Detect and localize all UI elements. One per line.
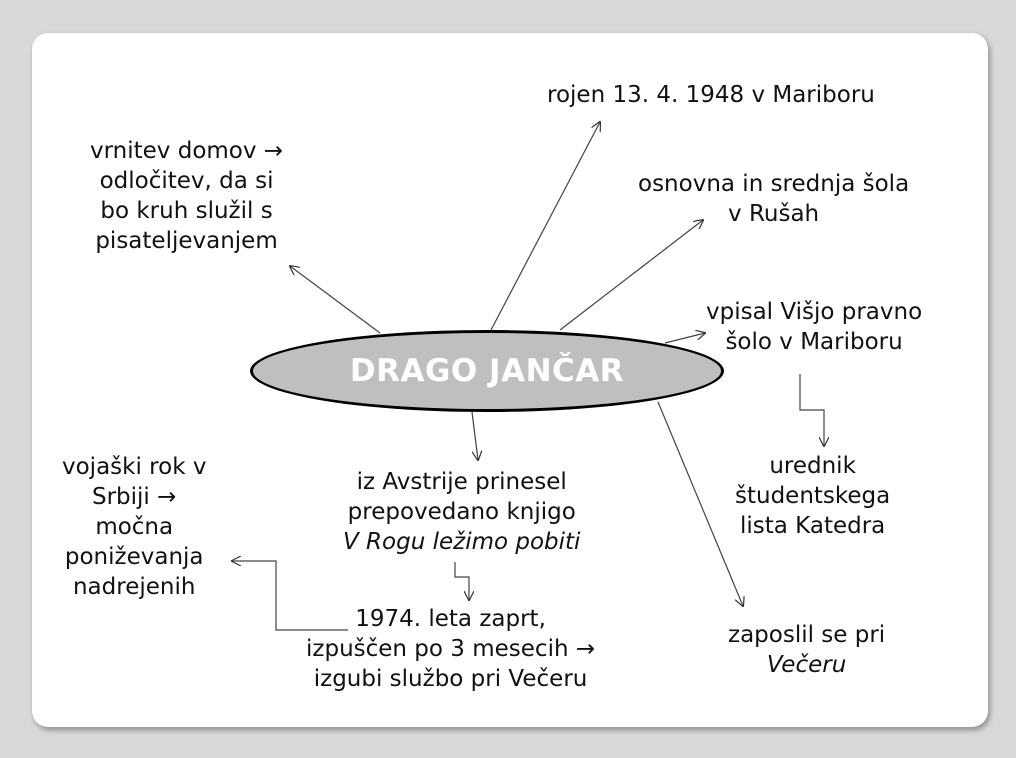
node-military-line: poniževanja	[64, 544, 204, 570]
node-prison-line: 1974. leta zaprt,	[355, 606, 546, 632]
node-return-line: odločitev, da si	[99, 168, 274, 194]
node-prison-line: izpuščen po 3 mesecih →	[306, 636, 596, 662]
arrow-book-to-prison	[455, 562, 469, 600]
node-editor-line: urednik	[769, 453, 856, 479]
arrow-to-employed	[658, 402, 743, 606]
node-book-italic: V Rogu ležimo pobiti	[343, 529, 581, 555]
node-born	[547, 80, 875, 110]
arrow-to-school	[560, 220, 703, 330]
node-prison	[306, 604, 595, 694]
node-military-line: vojaški rok v	[62, 454, 207, 480]
arrow-to-born	[491, 122, 600, 330]
node-editor	[735, 451, 890, 541]
node-book-line: prepovedano knjigo	[347, 499, 576, 525]
node-study-line: vpisal Višjo pravno	[706, 299, 923, 325]
node-book-line: iz Avstrije prinesel	[356, 469, 567, 495]
arrow-to-return	[290, 266, 380, 333]
node-study	[706, 297, 922, 357]
node-return-line: pisateljevanjem	[95, 228, 278, 254]
node-editor-line: študentskega	[735, 483, 891, 509]
node-return	[90, 136, 283, 256]
node-military-line: močna	[95, 514, 174, 540]
node-book	[343, 467, 580, 557]
node-school-line: osnovna in srednja šola	[638, 171, 910, 197]
node-military	[62, 452, 206, 602]
node-born-line: rojen 13. 4. 1948 v Mariboru	[547, 82, 875, 108]
center-label: DRAGO JANČAR	[349, 353, 625, 389]
center-node	[250, 330, 724, 412]
arrow-to-book	[472, 412, 478, 460]
arrow-study-to-editor	[800, 374, 824, 446]
node-military-line: nadrejenih	[72, 574, 196, 600]
node-school	[638, 169, 909, 229]
arrow-to-study	[665, 333, 705, 343]
node-employed	[728, 620, 885, 680]
node-prison-line: izgubi službo pri Večeru	[313, 666, 588, 692]
node-editor-line: lista Katedra	[739, 513, 886, 539]
node-employed-line: zaposlil se pri	[728, 622, 886, 648]
node-employed-italic: Večeru	[766, 652, 847, 678]
node-return-line: bo kruh služil s	[100, 198, 273, 224]
node-return-line: vrnitev domov →	[90, 138, 284, 164]
node-study-line: šolo v Mariboru	[725, 329, 903, 355]
node-military-line: Srbiji →	[92, 484, 177, 510]
node-school-line: v Rušah	[728, 201, 820, 227]
